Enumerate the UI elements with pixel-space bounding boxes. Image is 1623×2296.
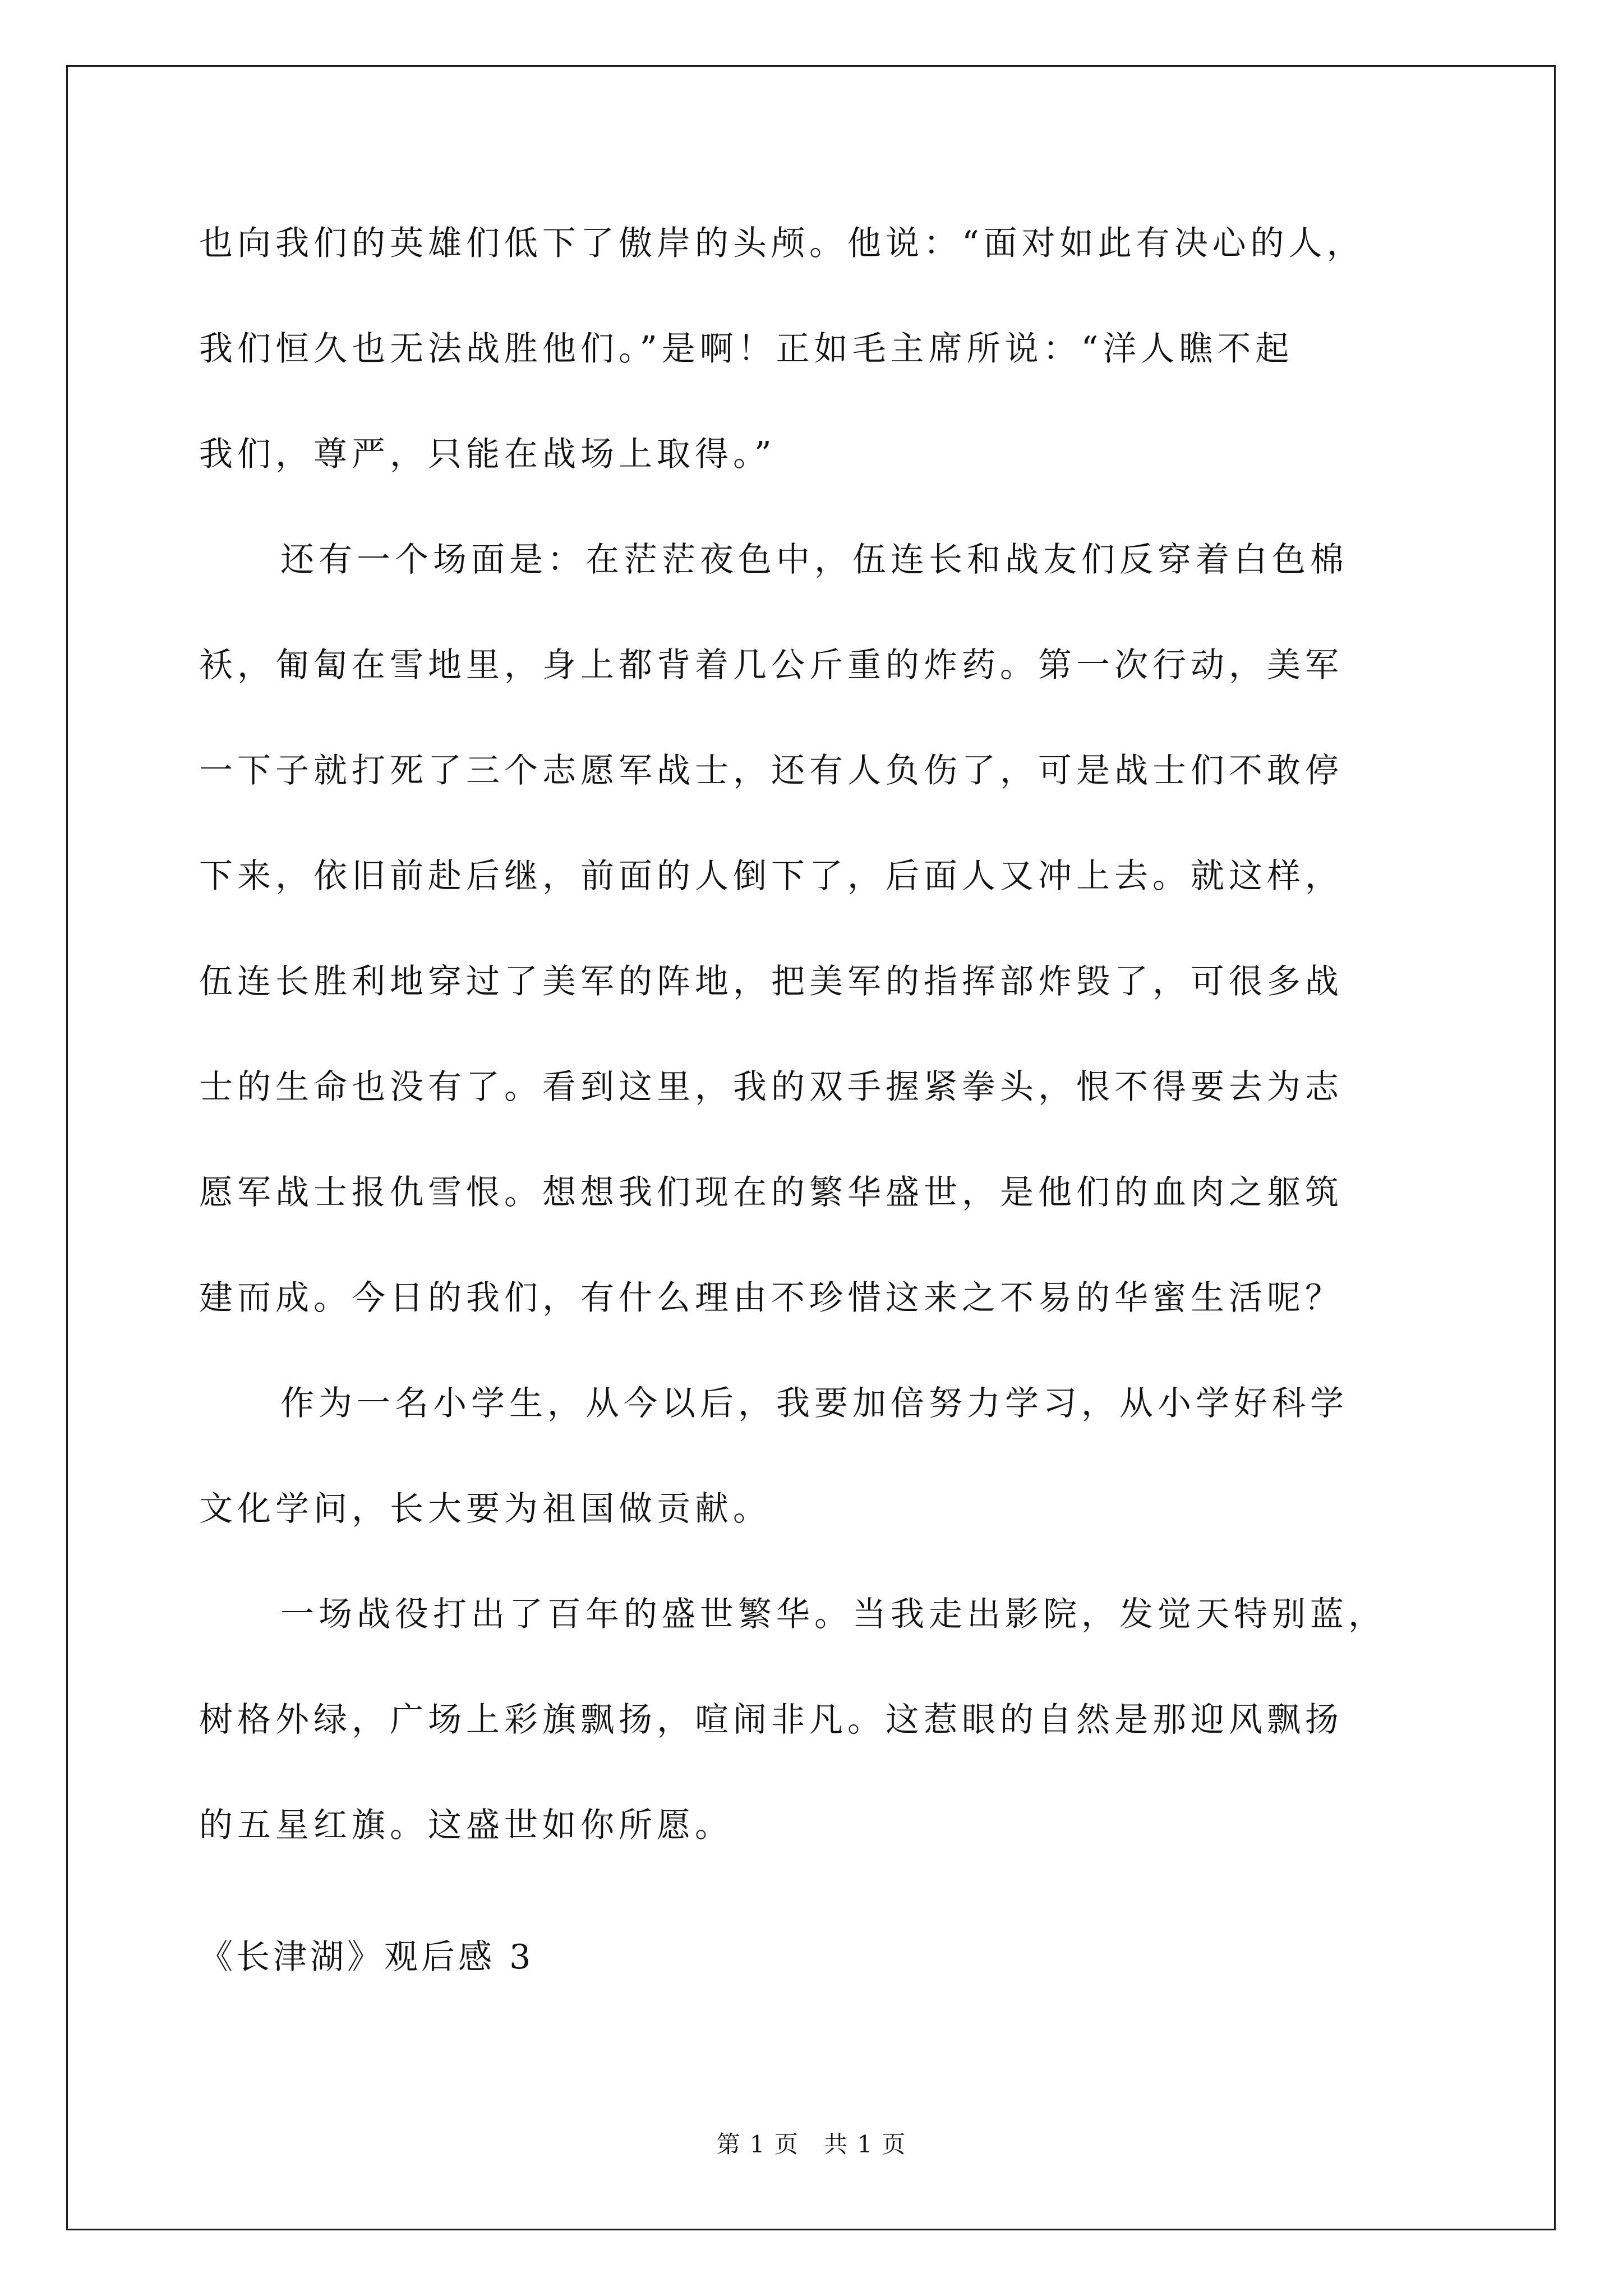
text-line: 愿军战士报仇雪恨。想想我们现在的繁华盛世，是他们的血肉之躯筑 [199,1173,1343,1212]
text-line: 伍连长胜利地穿过了美军的阵地，把美军的指挥部炸毁了，可很多战 [199,962,1343,1001]
text-line: 士的生命也没有了。看到这里，我的双手握紧拳头，恨不得要去为志 [199,1068,1343,1107]
section-heading: 《长津湖》观后感 3 [199,1938,534,1977]
text-line: 还有一个场面是：在茫茫夜色中，伍连长和战友们反穿着白色棉 [280,540,1348,579]
text-line: 的五星红旗。这盛世如你所愿。 [199,1806,733,1845]
text-line: 下来，依旧前赴后继，前面的人倒下了，后面人又冲上去。就这样， [199,857,1343,896]
text-line: 我们恒久也无法战胜他们。”是啊！正如毛主席所说：“洋人瞧不起 [199,329,1294,369]
text-line: 树格外绿，广场上彩旗飘扬，喧闹非凡。这惹眼的自然是那迎风飘扬 [199,1700,1343,1740]
text-line: 文化学问，长大要为祖国做贡献。 [199,1489,771,1529]
text-line: 一场战役打出了百年的盛世繁华。当我走出影院，发觉天特别蓝， [280,1595,1386,1634]
text-line: 一下子就打死了三个志愿军战士，还有人负伤了，可是战士们不敢停 [199,751,1343,790]
text-line: 建而成。今日的我们，有什么理由不珍惜这来之不易的华蜜生活呢？ [199,1278,1343,1318]
text-line: 我们，尊严，只能在战场上取得。” [199,435,776,474]
page-footer: 第 1 页 共 1 页 [716,2131,907,2158]
text-line: 袄，匍匐在雪地里，身上都背着几公斤重的炸药。第一次行动，美军 [199,646,1343,685]
text-line: 作为一名小学生，从今以后，我要加倍努力学习，从小学好科学 [280,1384,1348,1423]
document-body [199,191,1427,1878]
text-line: 也向我们的英雄们低下了傲岸的头颅。他说：“面对如此有决心的人， [199,224,1365,263]
